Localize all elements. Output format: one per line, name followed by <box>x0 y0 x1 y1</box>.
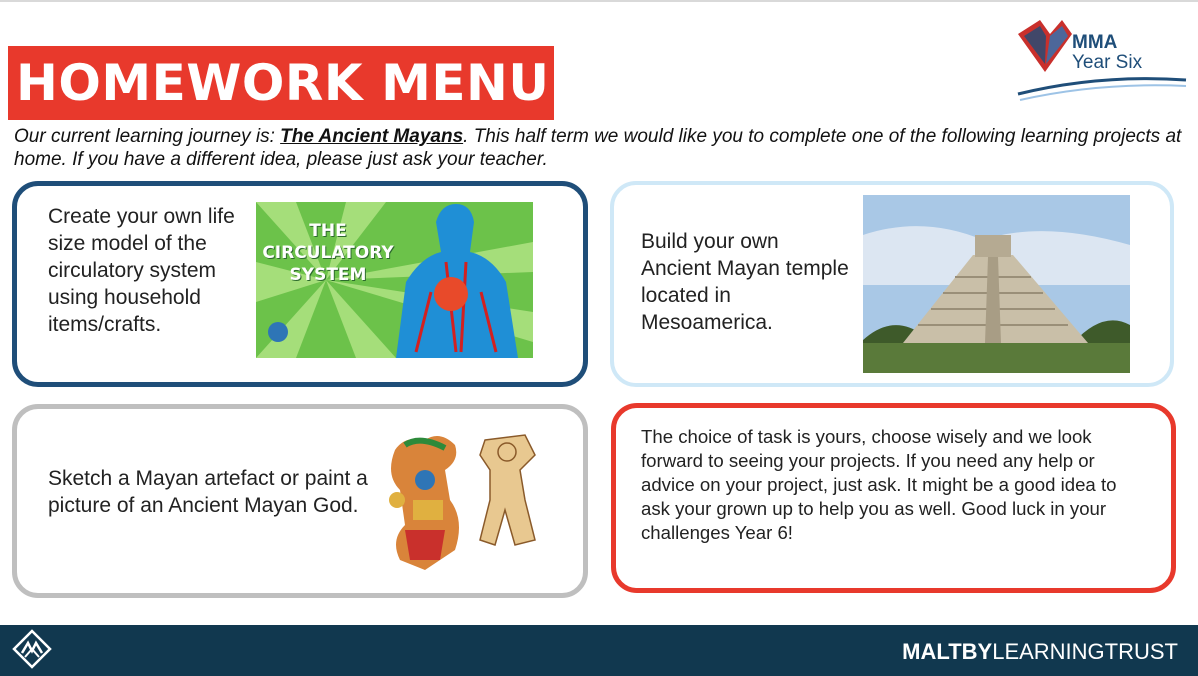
intro-text <box>14 125 1184 171</box>
logo-mma-text: MMA <box>1072 32 1118 53</box>
circulatory-image-caption: THE CIRCULATORY SYSTEM <box>262 221 394 285</box>
footer-brand-regular: LEARNINGTRUST <box>992 639 1178 664</box>
intro-suffix: . This half term we would like you to complete one of the following learning projects at home. If you have a different idea, please just ask your teacher. <box>14 126 1182 170</box>
task-text-artefact: Sketch a Mayan artefact or paint a picture of an Ancient Mayan God. <box>48 467 368 517</box>
mayan-god-illustration <box>385 430 555 575</box>
logo-year-text: Year Six <box>1072 52 1143 73</box>
intro-prefix: Our current learning journey is: <box>14 126 281 147</box>
footer-brand-bold: MALTBY <box>902 639 993 664</box>
maltby-trust-logo-icon <box>12 629 52 669</box>
page-title: HOMEWORK MENU <box>16 54 550 112</box>
task-text-choice: The choice of task is yours, choose wisely and we look forward to seeing your projects. If you need any help or advice on your project, just ask. It might be a good idea to ask your grown up to help you as well. Good luck in your challenges Year 6! <box>641 426 1117 543</box>
task-text-temple: Build your own Ancient Mayan temple located in Mesoamerica. <box>641 230 849 334</box>
task-text-circulatory: Create your own life size model of the circulatory system using household items/crafts. <box>48 205 235 336</box>
footer-brand <box>902 639 1178 665</box>
mayan-temple-image <box>863 195 1130 373</box>
intro-topic: The Ancient Mayans <box>280 126 464 147</box>
top-divider <box>0 0 1198 2</box>
